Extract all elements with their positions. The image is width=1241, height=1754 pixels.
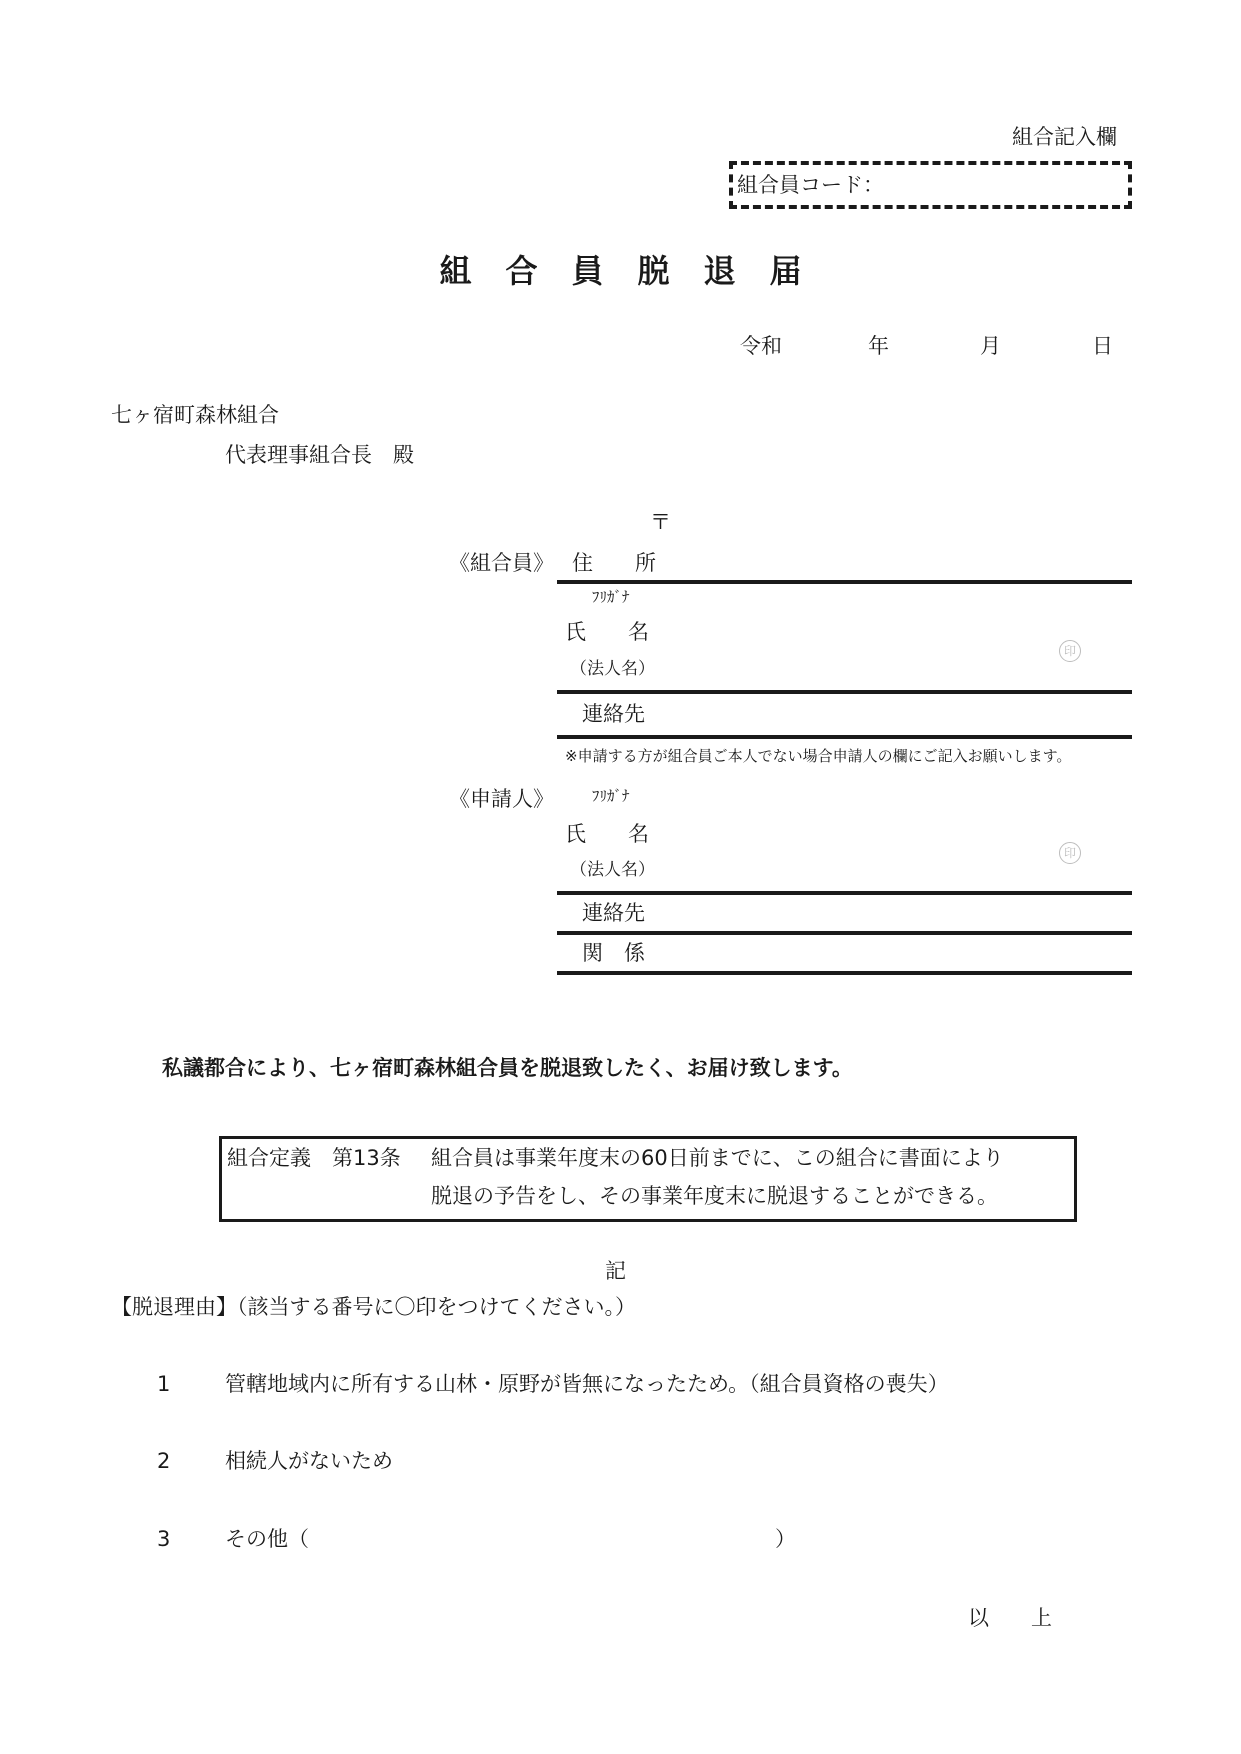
reasons-heading: 【脱退理由】（該当する番号に〇印をつけてください。） <box>111 1295 636 1319</box>
date-year-field[interactable]: 年 <box>868 334 889 358</box>
applicant-furigana-label: ﾌﾘｶﾞﾅ <box>592 787 630 805</box>
reason-3-number[interactable]: 3 <box>157 1527 171 1551</box>
article-line-1: 組合員は事業年度末の60日前までに、この組合に書面により <box>431 1146 1004 1170</box>
postal-mark: 〒 <box>650 510 671 534</box>
member-furigana-label: ﾌﾘｶﾞﾅ <box>592 588 630 606</box>
withdrawal-statement: 私議都合により、七ヶ宿町森林組合員を脱退致したく、お届け致します。 <box>162 1056 853 1080</box>
closing-label: 以 上 <box>968 1606 1052 1630</box>
applicant-name-label: 氏 名 <box>565 822 649 846</box>
reason-3-close-paren: ） <box>775 1527 796 1551</box>
applicant-name-line[interactable] <box>557 891 1132 895</box>
member-name-label: 氏 名 <box>565 620 649 644</box>
applicant-contact-label: 連絡先 <box>582 901 645 925</box>
member-name-line[interactable] <box>557 690 1132 694</box>
applicant-corp-label: （法人名） <box>570 860 655 880</box>
member-address-label: 住 所 <box>572 551 656 575</box>
member-seal-icon: 印 <box>1059 640 1081 662</box>
member-address-line[interactable] <box>557 580 1132 584</box>
addressee-org: 七ヶ宿町森林組合 <box>111 403 279 427</box>
page-title: 組合員脱退届 <box>439 252 836 290</box>
addressee-person: 代表理事組合長 殿 <box>225 443 414 467</box>
member-section-label: 《組合員》 <box>449 551 554 575</box>
applicant-relation-label: 関 係 <box>582 941 645 965</box>
member-contact-line[interactable] <box>557 735 1132 739</box>
applicant-note: ※申請する方が組合員ご本人でない場合申請人の欄にご記入お願いします。 <box>565 747 1072 765</box>
reason-2-text: 相続人がないため <box>225 1449 393 1473</box>
reason-1-text: 管轄地域内に所有する山林・原野が皆無になったため。（組合員資格の喪失） <box>225 1372 949 1396</box>
date-day-field[interactable]: 日 <box>1092 334 1113 358</box>
member-code-label: 組合員コード： <box>737 173 884 197</box>
applicant-contact-line[interactable] <box>557 931 1132 935</box>
reason-3-text: その他（ <box>225 1527 309 1551</box>
ki-label: 記 <box>605 1259 626 1283</box>
member-code-box[interactable] <box>729 161 1132 209</box>
member-corp-label: （法人名） <box>570 659 655 679</box>
reason-2-number[interactable]: 2 <box>157 1449 171 1473</box>
applicant-relation-line[interactable] <box>557 971 1132 975</box>
member-contact-label: 連絡先 <box>582 702 645 726</box>
reason-1-number[interactable]: 1 <box>157 1372 171 1396</box>
article-box <box>219 1136 1077 1222</box>
applicant-seal-icon: 印 <box>1059 842 1081 864</box>
date-era: 令和 <box>740 334 782 358</box>
applicant-section-label: 《申請人》 <box>449 787 554 811</box>
date-month-field[interactable]: 月 <box>980 334 1001 358</box>
article-line-2: 脱退の予告をし、その事業年度末に脱退することができる。 <box>431 1184 998 1208</box>
office-use-label: 組合記入欄 <box>1012 125 1117 149</box>
article-label: 組合定義 第13条 <box>227 1146 401 1170</box>
